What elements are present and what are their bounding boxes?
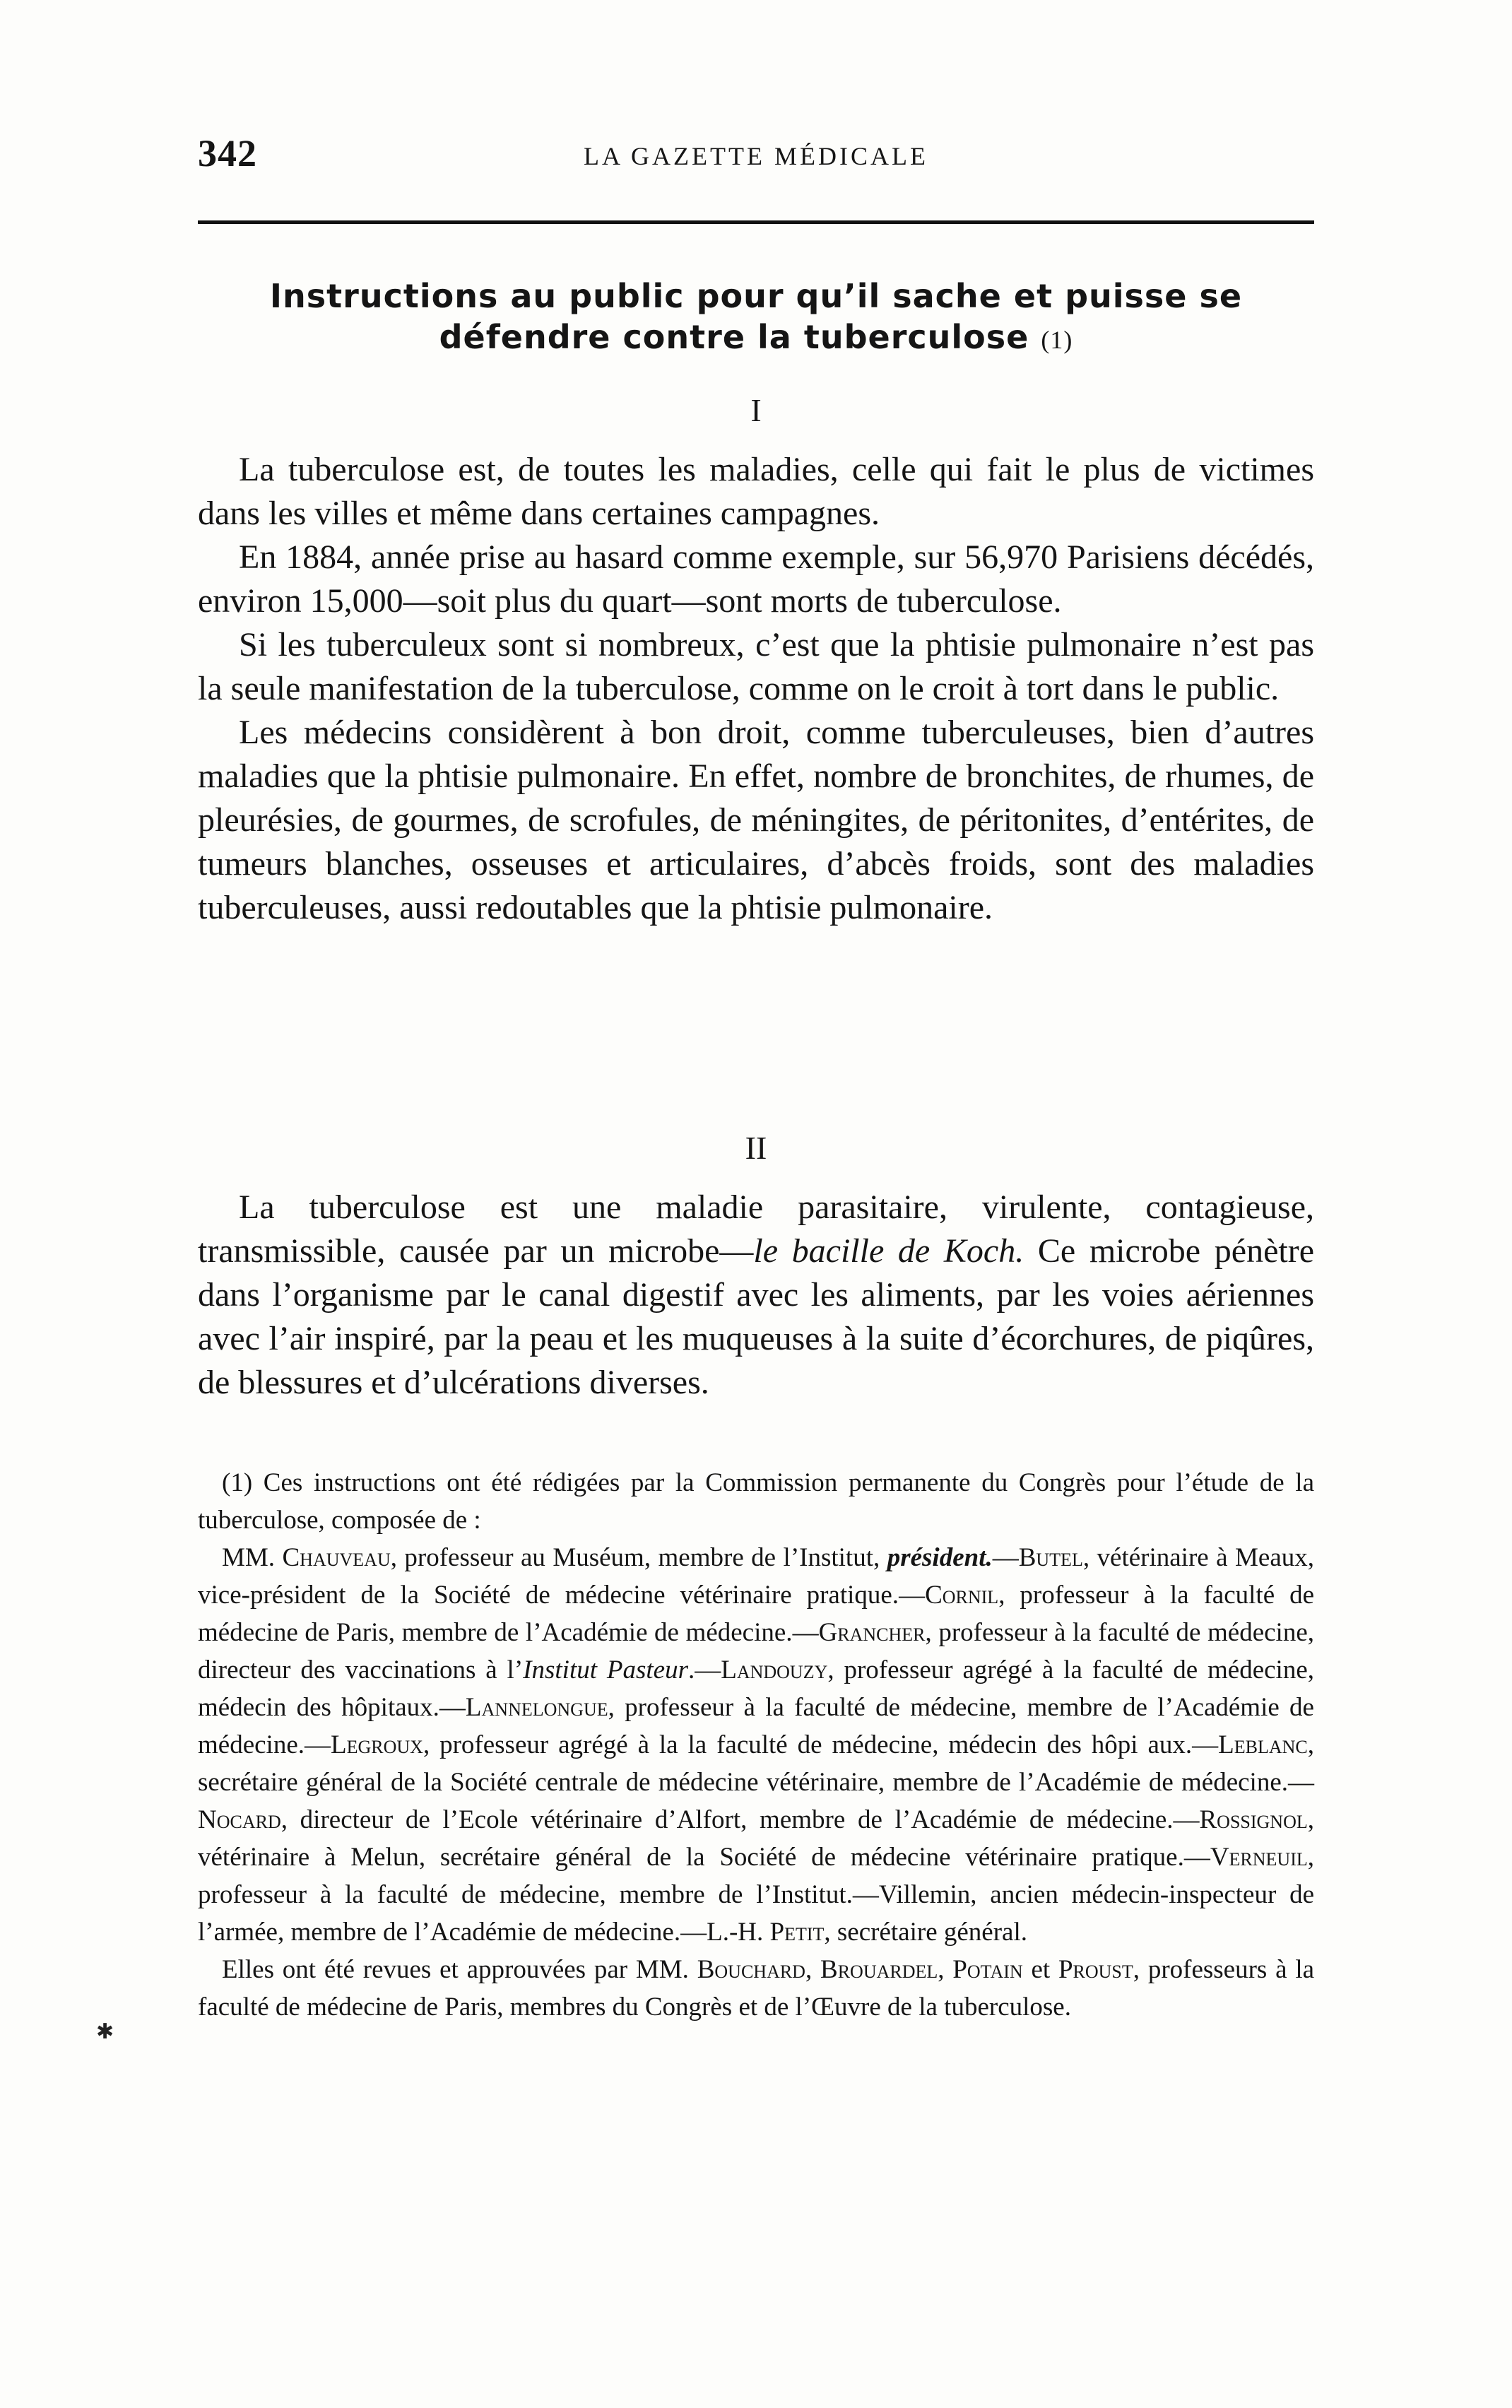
member-name: Grancher [818,1618,926,1647]
footnote-review: Elles ont été revues et approuvées par MM. Bouchard, Brouardel, Potain et Proust, professeurs à la faculté de médecine de Paris, membres du Congrès et de l’Œuvre de la tuberculose. [198,1955,1315,2022]
footnote [198,1464,1314,2026]
title-line-2 [198,317,1314,360]
member-name: Verneuil [1210,1843,1308,1872]
section-2-body [198,1186,1314,1405]
member-name: Butel [1018,1543,1083,1572]
footnote-reference: (1) [1041,326,1073,354]
paragraph: En 1884, année prise au hasard comme exemple, sur 56,970 Parisiens décédés, environ 15,000—soit plus du quart—sont morts de tuberculose. [198,538,1314,620]
footnote-intro: (1) Ces instructions ont été rédigées par la Commission permanente du Congrès pour l’étude de la tuberculose, composée de : [198,1468,1314,1535]
member-name: Leblanc [1218,1730,1308,1759]
member-name: Legroux [331,1730,423,1759]
member-name: Landouzy [721,1656,828,1684]
paragraph [198,1186,1314,1405]
member-role: président. [887,1543,993,1572]
title-text: défendre contre la tuberculose [439,318,1029,356]
member-name: Rossignol [1199,1805,1308,1834]
reviewer-name: Brouardel [820,1955,938,1984]
paragraph: Les médecins considèrent à bon droit, comme tuberculeuses, bien d’autres maladies que la phtisie pulmonaire. En effet, nombre de bronchites, de rhumes, de pleurésies, de gourmes, de scrofules, de méningites, de péritonites, d’entérites, de tumeurs blanches, osseuses et articulaires, d’abcès froids, sont des maladies tuberculeuses, aussi redoutables que la phtisie pulmonaire. [198,714,1314,926]
footnote-members: MM. Chauveau, professeur au Muséum, membre de l’Institut, président.—Butel, vétérinaire à Meaux, vice-président de la Société de médecine vétérinaire pratique.—Cornil, professeur à la faculté de médecine de Paris, membre de l’Académie de médecine.—Grancher, professeur à la faculté de médecine, directeur des vaccinations à l’Institut Pasteur.—Landouzy, professeur agrégé à la faculté de médecine, médecin des hôpitaux.—Lannelongue, professeur à la faculté de médecine, membre de l’Académie de médecine.—Legroux, professeur agrégé à la la faculté de médecine, médecin des hôpi aux.—Leblanc, secrétaire général de la Société centrale de médecine vétérinaire, membre de l’Académie de médecine.—Nocard, directeur de l’Ecole vétérinaire d’Alfort, membre de l’Académie de médecine.—Rossignol, vétérinaire à Melun, secrétaire général de la Société de médecine vétérinaire pratique.—Verneuil, professeur à la faculté de médecine, membre de l’Institut.—Villemin, ancien médecin-inspecteur de l’armée, membre de l’Académie de médecine.—L.-H. Petit, secrétaire général. [198,1543,1314,1947]
reviewer-name: Proust [1058,1955,1133,1984]
paragraph-text: Ce microbe pénètre dans l’organisme par le canal digestif avec les aliments, par les voies aériennes avec l’air inspiré, par la peau et les muqueuses à la suite d’écorchures, de piqûres, de blessures et d’ulcérations diverses. [198,1232,1314,1401]
paragraph-text: La tuberculose est une maladie parasitaire, virulente, contagieuse, transmissible, causée par un microbe— [198,1188,1314,1270]
page-number: 342 [198,132,257,175]
italic-term: le bacille de Koch. [753,1232,1024,1270]
member-name: Petit [769,1918,825,1947]
section-number-2: II [745,1130,767,1166]
title-line-1: Instructions au public pour qu’il sache et puisse se [269,277,1243,315]
paragraph: La tuberculose est, de toutes les maladies, celle qui fait le plus de victimes dans les villes et même dans certaines campagnes. [198,451,1314,532]
reviewer-name: Bouchard [697,1955,805,1984]
member-name: Lannelongue [465,1693,608,1722]
member-name: Cornil [925,1581,999,1610]
member-name: Chauveau [282,1543,391,1572]
paragraph: Si les tuberculeux sont si nombreux, c’est que la phtisie pulmonaire n’est pas la seule manifestation de la tuberculose, comme on le croit à tort dans le public. [198,626,1314,707]
article-title [198,276,1314,360]
running-header: LA GAZETTE MÉDICALE [584,142,928,170]
reviewer-name: Potain [952,1955,1023,1984]
institution-name: Institut Pasteur [523,1656,688,1684]
margin-mark: ✱ [96,2020,114,2043]
section-1-body [198,448,1314,930]
section-number-1: I [750,392,762,428]
member-name: Nocard [198,1805,281,1834]
header-rule [198,220,1314,224]
